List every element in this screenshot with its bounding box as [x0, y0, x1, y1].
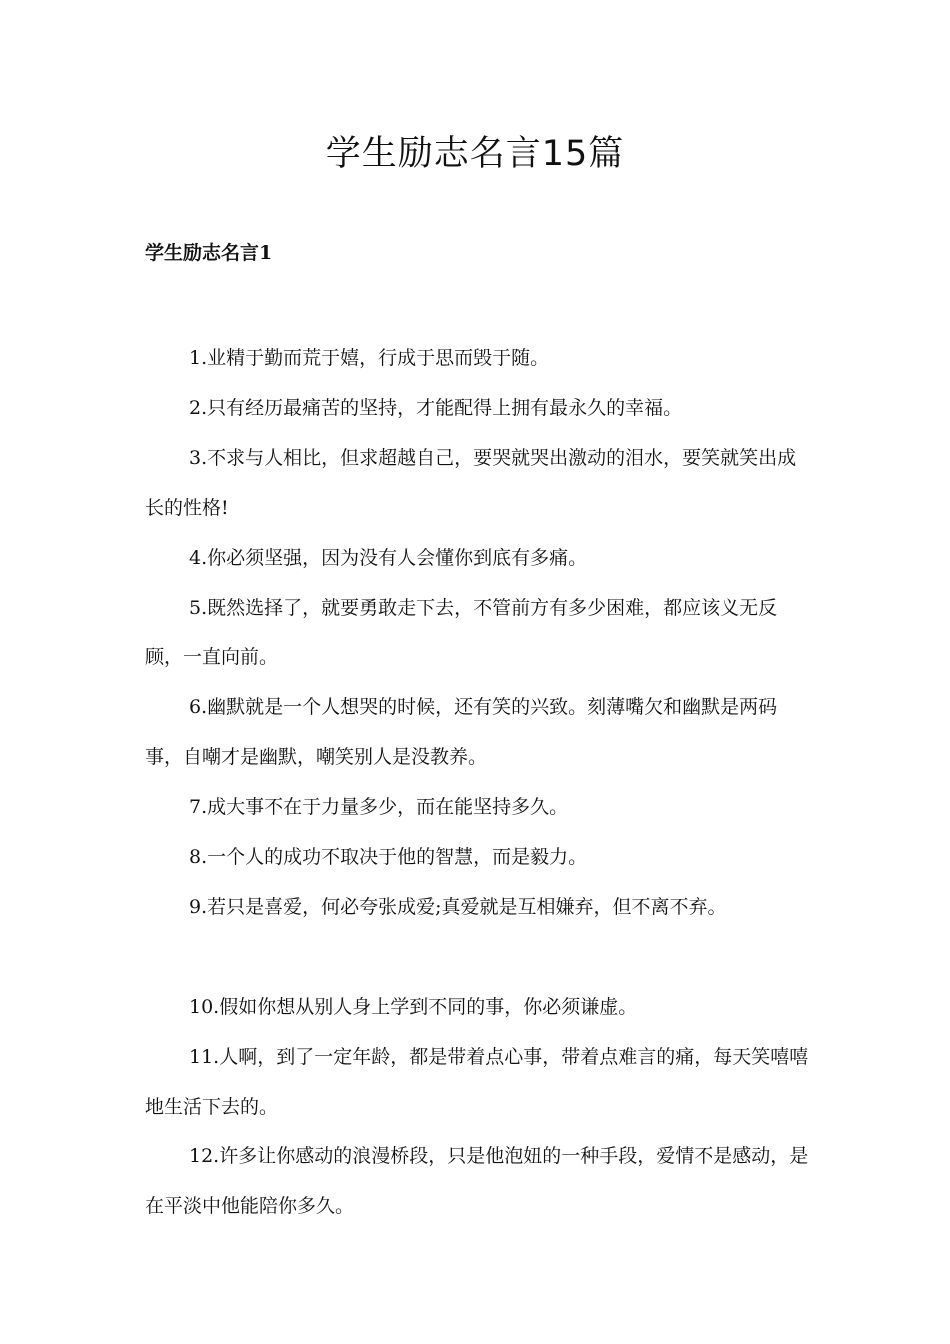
quote-list: [145, 334, 815, 1232]
quote-3: 3.不求与人相比，但求超越自己，要哭就哭出激动的泪水，要笑就笑出成长的性格!: [145, 446, 797, 519]
quote-1: 1.业精于勤而荒于嬉，行成于思而毁于随。: [189, 347, 550, 369]
quote-12: 12.许多让你感动的浪漫桥段，只是他泡妞的一种手段，爱情不是感动，是在平淡中他能陪你多久。: [145, 1145, 809, 1218]
quote-8: 8.一个人的成功不取决于他的智慧，而是毅力。: [189, 846, 588, 869]
quote-10: 10.假如你想从别人身上学到不同的事，你必须谦虚。: [189, 995, 638, 1018]
document-title: 学生励志名言15篇: [325, 134, 625, 174]
section-heading: 学生励志名言1: [145, 242, 273, 264]
quote-7: 7.成大事不在于力量多少，而在能坚持多久。: [189, 796, 569, 819]
quote-11: 11.人啊，到了一定年龄，都是带着点心事，带着点难言的痛，每天笑嘻嘻地生活下去的。: [145, 1045, 809, 1118]
paragraph-gap: [145, 933, 815, 983]
quote-5: 5.既然选择了，就要勇敢走下去，不管前方有多少困难，都应该义无反顾，一直向前。: [145, 596, 778, 669]
quote-9: 9.若只是喜爱，何必夸张成爱;真爱就是互相嫌弃，但不离不弃。: [189, 895, 727, 918]
quote-4: 4.你必须坚强，因为没有人会懂你到底有多痛。: [189, 546, 588, 569]
quote-2: 2.只有经历最痛苦的坚持，才能配得上拥有最永久的幸福。: [189, 396, 683, 419]
quote-6: 6.幽默就是一个人想哭的时候，还有笑的兴致。刻薄嘴欠和幽默是两码事，自嘲才是幽默，嘲笑别人是没教养。: [145, 696, 778, 769]
